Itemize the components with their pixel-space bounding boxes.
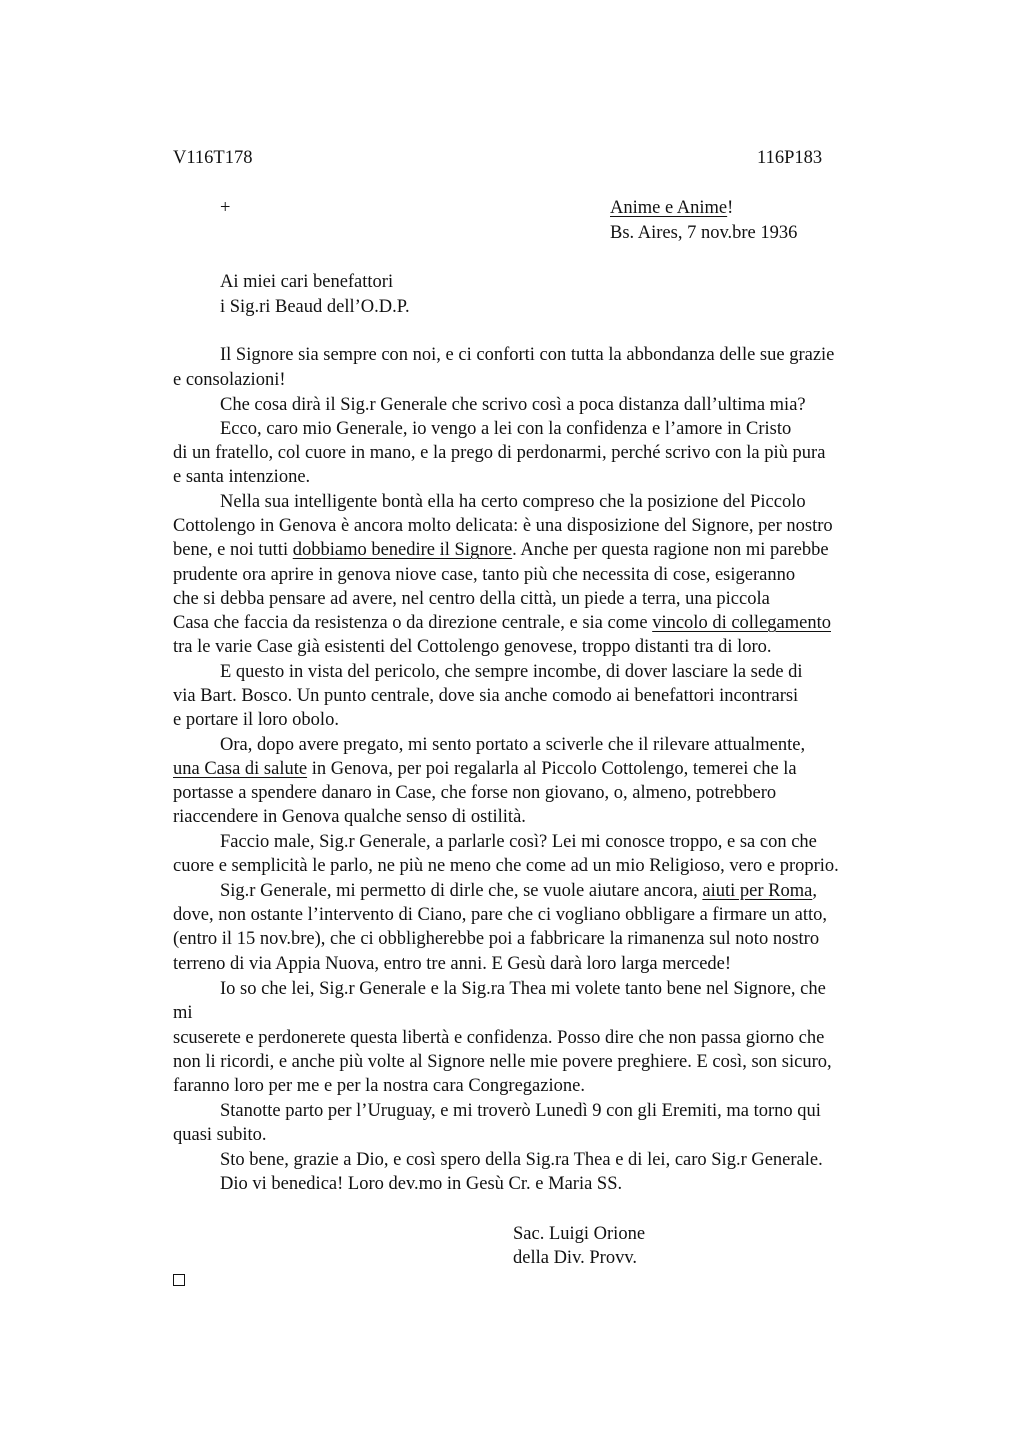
signature-line-1: Sac. Luigi Orione <box>513 1224 646 1244</box>
body-line: (entro il 15 nov.bre), che ci obbligherebbe poi a fabbricare la rimanenza sul noto nostro <box>173 929 820 949</box>
body-text: in Genova, per poi regalarla al Piccolo Cottolengo, temerei che la <box>307 759 797 779</box>
body-line: Io so che lei, Sig.r Generale e la Sig.ra Thea mi volete tanto bene nel Signore, che <box>220 979 826 999</box>
motto <box>610 196 733 220</box>
body-line <box>173 757 797 781</box>
body-line: E questo in vista del pericolo, che sempre incombe, di dover lasciare la sede di <box>220 662 803 682</box>
underlined-phrase: vincolo di collegamento <box>652 613 831 633</box>
salutation-line-2: i Sig.ri Beaud dell’O.D.P. <box>220 297 410 317</box>
motto-text: Anime e Anime <box>610 198 728 218</box>
body-line: scuserete e perdonerete questa libertà e confidenza. Posso dire che non passa giorno che <box>173 1028 825 1048</box>
body-line: Nella sua intelligente bontà ella ha certo compreso che la posizione del Piccolo <box>220 492 806 512</box>
body-line: e portare il loro obolo. <box>173 710 339 730</box>
body-line <box>173 611 831 635</box>
motto-punct: ! <box>727 198 734 218</box>
body-line: Il Signore sia sempre con noi, e ci conforti con tutta la abbondanza delle sue grazie <box>220 345 835 365</box>
signature-line-2: della Div. Provv. <box>513 1248 637 1268</box>
body-text: Sig.r Generale, mi permetto di dirle che, se vuole aiutare ancora, <box>220 881 703 901</box>
body-line: cuore e semplicità le parlo, ne più ne meno che come ad un mio Religioso, vero e proprio. <box>173 856 839 876</box>
body-line: non li ricordi, e anche più volte al Signore nelle mie povere preghiere. E così, son sicuro, <box>173 1052 832 1072</box>
body-line: Stanotte parto per l’Uruguay, e mi troverò Lunedì 9 con gli Eremiti, ma torno qui <box>220 1101 821 1121</box>
body-line: Ecco, caro mio Generale, io vengo a lei con la confidenza e l’amore in Cristo <box>220 419 792 439</box>
document-code-left: V116T178 <box>173 148 253 168</box>
underlined-phrase: dobbiamo benedire il Signore <box>292 540 513 560</box>
body-line: Ora, dopo avere pregato, mi sento portato a sciverle che il rilevare attualmente, <box>220 735 806 755</box>
body-text: bene, e noi tutti <box>173 540 293 560</box>
body-line: portasse a spendere danaro in Case, che forse non giovano, o, almeno, potrebbero <box>173 783 777 803</box>
body-text: . Anche per questa ragione non mi parebbe <box>512 540 829 560</box>
underlined-phrase: aiuti per Roma <box>702 881 813 901</box>
body-line <box>220 879 817 903</box>
salutation-line-1: Ai miei cari benefattori <box>220 272 394 292</box>
body-line: che si debba pensare ad avere, nel centro della città, un piede a terra, una piccola <box>173 589 770 609</box>
underlined-phrase: una Casa di salute <box>173 759 308 779</box>
body-line: di un fratello, col cuore in mano, e la prego di perdonarmi, perché scrivo con la più pura <box>173 443 826 463</box>
body-line: Faccio male, Sig.r Generale, a parlarle così? Lei mi conosce troppo, e sa con che <box>220 832 817 852</box>
body-line: e consolazioni! <box>173 370 286 390</box>
body-line <box>173 538 829 562</box>
body-line: prudente ora aprire in genova niove case, tanto più che necessita di cose, esigeranno <box>173 565 796 585</box>
body-line: via Bart. Bosco. Un punto centrale, dove sia anche comodo ai benefattori incontrarsi <box>173 686 799 706</box>
body-line: faranno loro per me e per la nostra cara Congregazione. <box>173 1076 585 1096</box>
body-line: Sto bene, grazie a Dio, e così spero della Sig.ra Thea e di lei, caro Sig.r Generale. <box>220 1150 823 1170</box>
body-line: tra le varie Case già esistenti del Cottolengo genovese, troppo distanti tra di loro. <box>173 637 772 657</box>
body-line: Che cosa dirà il Sig.r Generale che scrivo così a poca distanza dall’ultima mia? <box>220 395 806 415</box>
body-line: riaccendere in Genova qualche senso di ostilità. <box>173 807 526 827</box>
body-text: , <box>812 881 817 901</box>
body-line: Cottolengo in Genova è ancora molto delicata: è una disposizione del Signore, per nostro <box>173 516 833 536</box>
body-text: Casa che faccia da resistenza o da direzione centrale, e sia come <box>173 613 653 633</box>
place-date: Bs. Aires, 7 nov.bre 1936 <box>610 223 798 243</box>
body-line: e santa intenzione. <box>173 467 311 487</box>
document-code-right: 116P183 <box>757 148 823 168</box>
body-line: dove, non ostante l’intervento di Ciano, pare che ci vogliano obbligare a firmare un atto, <box>173 905 827 925</box>
body-line: mi <box>173 1003 193 1023</box>
checkbox-square-icon <box>173 1274 185 1286</box>
body-line: quasi subito. <box>173 1125 267 1145</box>
body-line: Dio vi benedica! Loro dev.mo in Gesù Cr. e Maria SS. <box>220 1174 623 1194</box>
body-line: terreno di via Appia Nuova, entro tre anni. E Gesù darà loro larga mercede! <box>173 954 732 974</box>
cross-symbol: + <box>220 198 231 218</box>
